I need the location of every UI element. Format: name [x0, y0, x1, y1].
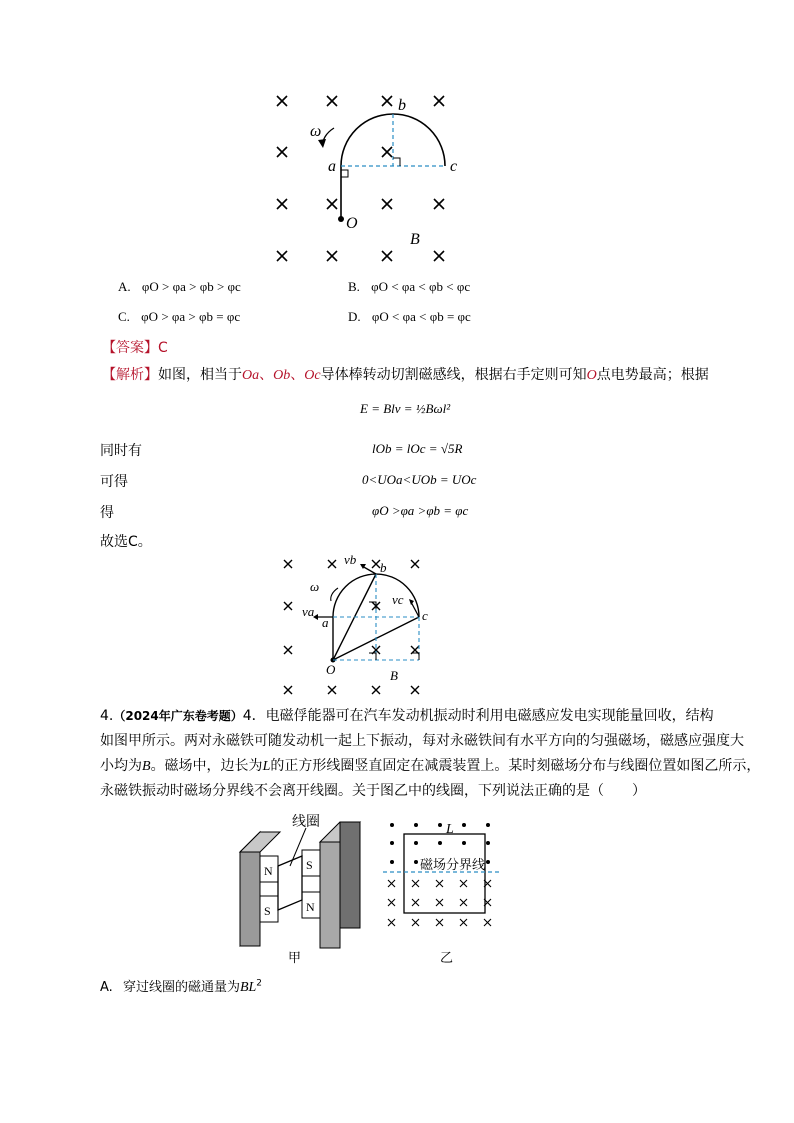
option-B-letter: B.: [348, 279, 360, 294]
pivot-O: [338, 216, 344, 222]
figure-velocity-diagram: [276, 550, 446, 700]
q4-option-A: [100, 976, 262, 996]
label-B-2: B: [390, 668, 398, 683]
equation-potentials: φO >φa >φb = φc: [372, 503, 469, 518]
option-D-expr: φO < φa < φb = φc: [371, 309, 471, 324]
label-a: a: [328, 158, 336, 175]
q4-line-1: 4．电磁俘能器可在汽车发动机振动时利用电磁感应发电实现能量回收，结构: [242, 708, 714, 724]
magnet-N1: N: [264, 864, 273, 878]
label-O-2: O: [326, 662, 336, 677]
option-C-letter: C.: [118, 309, 130, 324]
label-vc: vc: [392, 592, 404, 607]
answer-line: [102, 337, 168, 357]
analysis-sep-2: 、: [290, 367, 305, 383]
q4-option-A-expr: BL: [239, 980, 257, 995]
label-va: va: [302, 604, 315, 619]
label-B: B: [410, 231, 420, 248]
analysis-Ob: Ob: [273, 368, 291, 383]
option-C-expr: φO > φa > φb = φc: [141, 309, 241, 324]
magnet-N2: N: [306, 900, 315, 914]
q4-number: 4.: [100, 708, 114, 724]
magnet-S1: S: [264, 904, 271, 918]
q4-line-3a: 小均为: [100, 758, 142, 774]
magnet-S2: S: [306, 858, 313, 872]
q4-source: （2024年广东卷考题）: [113, 709, 243, 723]
q4-option-A-text: 穿过线圈的磁通量为: [122, 980, 240, 995]
analysis-sep-1: 、: [259, 367, 274, 383]
label-b-2: b: [380, 560, 387, 575]
q4-line-2: 如图甲所示。两对永磁铁可随发动机一起上下振动，每对永磁铁间有水平方向的匀强磁场，磁感应强度大: [100, 733, 744, 749]
label-obtain: 可得: [100, 474, 128, 490]
label-c: c: [450, 158, 458, 175]
option-C: [118, 309, 240, 325]
equation-emf: E = Blv = ½Bωl²: [360, 401, 451, 416]
option-A-letter: A.: [118, 279, 131, 294]
answer-value: C: [158, 340, 168, 356]
analysis-tag: 【解析】: [102, 367, 158, 383]
option-A: [118, 279, 241, 295]
analysis-text-3: 点电势最高；根据: [596, 367, 709, 383]
q4-L: L: [262, 759, 271, 774]
answer-tag: 【答案】: [102, 340, 158, 356]
caption-jia: 甲: [288, 950, 302, 965]
q4-line-4: 永磁铁振动时磁场分界线不会离开线圈。关于图乙中的线圈，下列说法正确的是（ ）: [100, 783, 646, 799]
label-vb: vb: [344, 552, 357, 567]
caption-yi: 乙: [440, 950, 454, 965]
figure-jia-magnets: [236, 812, 366, 967]
analysis-Oc: Oc: [304, 368, 321, 383]
figure-yi-field: [380, 812, 515, 967]
label-a-2: a: [322, 615, 329, 630]
label-simultaneously: 同时有: [100, 443, 142, 459]
figure-rotating-semicircle: [260, 88, 480, 268]
label-O: O: [346, 215, 358, 232]
analysis-line: [102, 364, 709, 384]
q4-option-A-exp: 2: [256, 978, 263, 989]
label-b: b: [398, 97, 406, 114]
option-B-expr: φO < φa < φb < φc: [371, 279, 471, 294]
label-omega: ω: [310, 123, 322, 140]
analysis-Oa: Oa: [242, 368, 260, 383]
analysis-O: O: [586, 368, 597, 383]
equation-lengths: lOb = lOc = √5R: [372, 441, 463, 456]
conclusion: 故选C。: [100, 534, 152, 550]
label-omega-2: ω: [310, 579, 320, 594]
analysis-text-1: 如图，相当于: [158, 367, 242, 383]
label-c-2: c: [422, 608, 428, 623]
q4-option-A-letter: A.: [100, 980, 113, 995]
question-4: [100, 704, 761, 804]
q4-line-3c: 的正方形线圈竖直固定在减震装置上。某时刻磁场分布与线圈位置如图乙所示，: [270, 758, 761, 774]
label-get: 得: [100, 505, 114, 521]
boundary-label: 磁场分界线: [420, 857, 486, 872]
analysis-text-2: 导体棒转动切割磁感线，根据右手定则可知: [320, 367, 587, 383]
equation-voltages: 0<UOa<UOb = UOc: [362, 472, 477, 487]
option-A-expr: φO > φa > φb > φc: [141, 279, 241, 294]
option-D: [348, 309, 471, 325]
q4-line-3b: 。磁场中，边长为: [150, 758, 263, 774]
label-L: L: [446, 822, 454, 837]
q4-B: B: [142, 759, 151, 774]
option-B: [348, 279, 470, 295]
coil-label: 线圈: [292, 815, 320, 830]
option-D-letter: D.: [348, 309, 361, 324]
